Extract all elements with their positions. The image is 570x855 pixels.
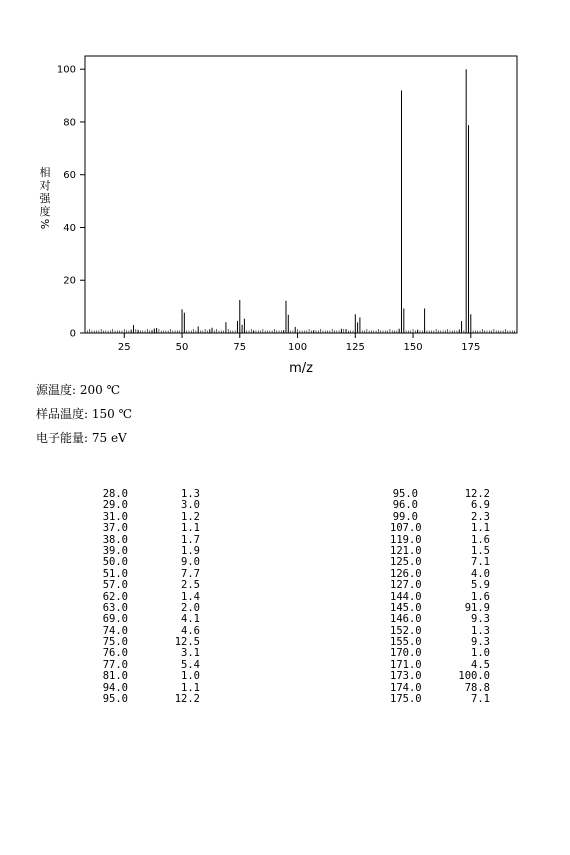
relative-intensity: 7.1 (471, 693, 490, 706)
mz-value: 57.0 (102, 579, 128, 592)
x-tick-label: 100 (287, 342, 308, 353)
relative-intensity: 1.1 (181, 681, 200, 694)
y-axis-label-char: 强 (39, 192, 51, 205)
y-tick-label: 20 (63, 275, 76, 287)
x-tick-label: 125 (345, 342, 365, 353)
mz-value: 74.0 (102, 624, 128, 637)
mz-value: 37.0 (102, 522, 128, 535)
table-row (100, 614, 200, 625)
mz-value: 146.0 (390, 613, 422, 626)
relative-intensity: 12.2 (464, 488, 490, 500)
mz-value: 51.0 (102, 567, 128, 580)
plot-frame (85, 56, 517, 333)
relative-intensity: 6.9 (471, 499, 490, 512)
relative-intensity: 5.9 (471, 579, 490, 592)
y-axis-label-char: 相 (39, 166, 51, 179)
electron-energy: 电子能量: 75 eV (36, 431, 127, 445)
relative-intensity: 9.3 (471, 613, 490, 626)
table-row (390, 523, 490, 534)
relative-intensity: 3.1 (181, 647, 200, 660)
table-row (100, 671, 200, 682)
mz-value: 31.0 (102, 510, 128, 523)
relative-intensity: 9.3 (471, 636, 490, 649)
peak-table-left (100, 489, 200, 705)
relative-intensity: 4.1 (181, 613, 200, 626)
mz-value: 170.0 (390, 647, 422, 660)
relative-intensity: 5.4 (181, 658, 200, 671)
mz-value: 152.0 (390, 624, 422, 637)
table-row (390, 614, 490, 625)
relative-intensity: 1.1 (471, 522, 490, 535)
mz-value: 173.0 (390, 670, 422, 683)
mz-value: 95.0 (392, 488, 418, 500)
relative-intensity: 1.0 (181, 670, 200, 683)
mz-value: 155.0 (390, 636, 422, 649)
relative-intensity: 4.5 (471, 658, 490, 671)
relative-intensity: 1.6 (471, 533, 490, 546)
mz-value: 75.0 (102, 636, 128, 649)
relative-intensity: 12.2 (174, 693, 200, 706)
table-row (100, 523, 200, 534)
relative-intensity: 100.0 (458, 670, 490, 683)
y-tick-label: 100 (56, 64, 76, 76)
mz-value: 77.0 (102, 658, 128, 671)
mz-value: 171.0 (390, 658, 422, 671)
x-tick-label: 175 (461, 342, 481, 353)
x-tick-label: 25 (117, 342, 131, 353)
y-axis-label (38, 165, 52, 229)
spectrum-peaks (131, 69, 471, 333)
mz-value: 119.0 (390, 533, 422, 546)
y-axis-label-char: 对 (39, 179, 51, 192)
mz-value: 76.0 (102, 647, 128, 660)
source-temperature: 源温度: 200 ℃ (36, 383, 121, 397)
relative-intensity: 9.0 (181, 556, 200, 569)
relative-intensity: 1.1 (181, 522, 200, 535)
relative-intensity: 91.9 (464, 601, 490, 614)
x-tick-label: 150 (403, 342, 423, 353)
mz-value: 125.0 (390, 556, 422, 569)
peak-table-right (390, 489, 490, 705)
relative-intensity: 1.5 (471, 544, 490, 557)
mz-value: 174.0 (390, 681, 422, 694)
x-axis-label: m/z (289, 361, 313, 376)
mz-value: 95.0 (102, 693, 128, 706)
relative-intensity: 1.7 (181, 533, 200, 546)
relative-intensity: 1.2 (181, 510, 200, 523)
relative-intensity: 7.7 (181, 567, 200, 580)
mz-value: 175.0 (390, 693, 422, 706)
x-tick-label: 75 (233, 342, 247, 353)
x-minor-ticks (85, 329, 517, 333)
x-tick-label: 50 (175, 342, 189, 353)
relative-intensity: 1.0 (471, 647, 490, 660)
relative-intensity: 4.0 (471, 567, 490, 580)
relative-intensity: 1.3 (181, 488, 200, 500)
y-tick-label: 40 (63, 222, 76, 234)
mass-spectrum-chart (0, 0, 570, 380)
table-row (390, 671, 490, 682)
mz-value: 144.0 (390, 590, 422, 603)
y-axis-label-char: 度 (39, 205, 51, 218)
sample-temperature: 样品温度: 150 ℃ (36, 407, 133, 421)
table-row (100, 580, 200, 591)
table-row (390, 580, 490, 591)
y-axis-label-char: % (38, 218, 51, 230)
mz-value: 39.0 (102, 544, 128, 557)
mz-value: 107.0 (390, 522, 422, 535)
mz-value: 99.0 (392, 510, 418, 523)
mz-value: 121.0 (390, 544, 422, 557)
y-axis (57, 65, 85, 340)
relative-intensity: 1.9 (181, 544, 200, 557)
mz-value: 50.0 (102, 556, 128, 569)
mz-value: 126.0 (390, 567, 422, 580)
relative-intensity: 3.0 (181, 499, 200, 512)
mz-value: 145.0 (390, 601, 422, 614)
mz-value: 81.0 (102, 670, 128, 683)
relative-intensity: 1.3 (471, 624, 490, 637)
relative-intensity: 4.6 (181, 624, 200, 637)
mz-value: 62.0 (102, 590, 128, 603)
y-tick-label: 0 (69, 328, 76, 340)
relative-intensity: 1.6 (471, 590, 490, 603)
table-row (390, 694, 490, 705)
relative-intensity: 2.0 (181, 601, 200, 614)
x-axis (118, 333, 480, 353)
mz-value: 38.0 (102, 533, 128, 546)
relative-intensity: 78.8 (464, 681, 490, 694)
relative-intensity: 12.5 (174, 636, 200, 649)
mz-value: 94.0 (102, 681, 128, 694)
relative-intensity: 7.1 (471, 556, 490, 569)
mz-value: 63.0 (102, 601, 128, 614)
y-tick-label: 60 (63, 170, 76, 182)
relative-intensity: 2.5 (181, 579, 200, 592)
mz-value: 28.0 (102, 488, 128, 500)
table-row (100, 694, 200, 705)
mz-value: 96.0 (392, 499, 418, 512)
relative-intensity: 1.4 (181, 590, 200, 603)
mz-value: 127.0 (390, 579, 422, 592)
mz-value: 29.0 (102, 499, 128, 512)
relative-intensity: 2.3 (471, 510, 490, 523)
mz-value: 69.0 (102, 613, 128, 626)
y-tick-label: 80 (63, 117, 76, 129)
